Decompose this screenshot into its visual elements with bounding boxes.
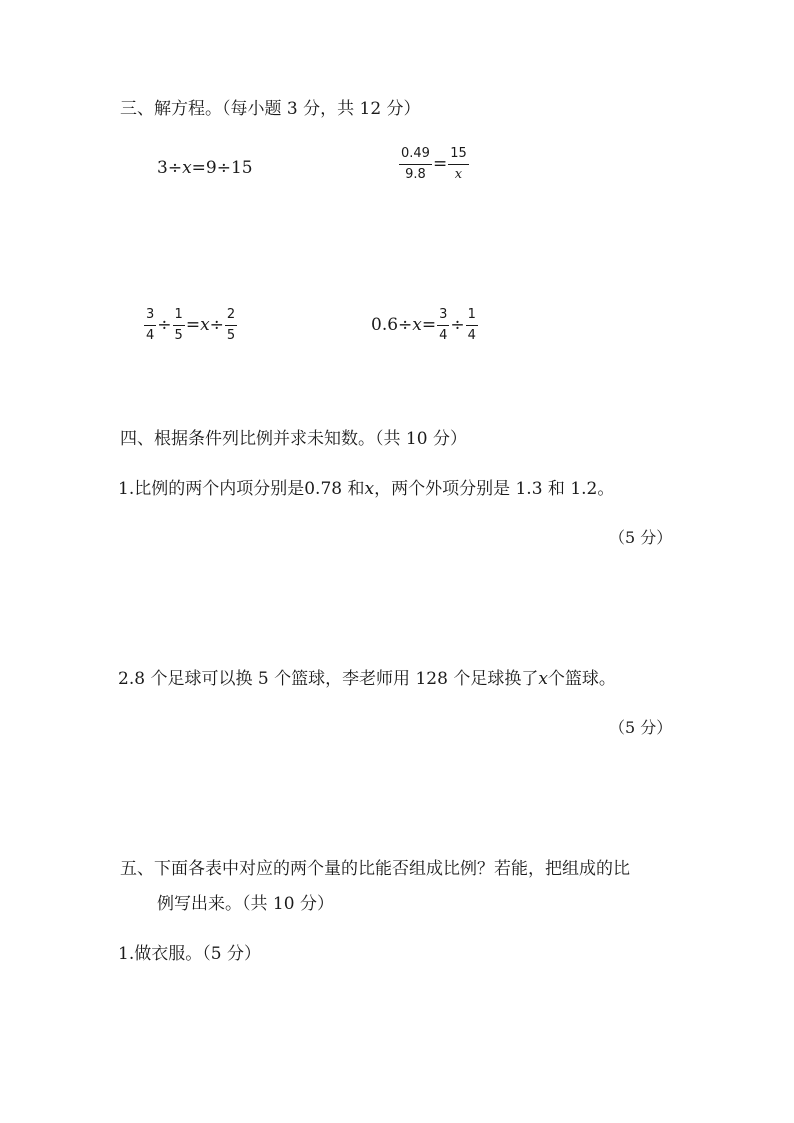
fraction-bar — [225, 325, 237, 326]
numerator: 15 — [450, 146, 467, 161]
question-text: ，两个外项分别是 1.3 和 1.2。 — [374, 479, 615, 499]
fraction-bar — [399, 164, 432, 165]
equals-sign: = — [421, 315, 437, 335]
section-5-title-line-1: 五、下面各表中对应的两个量的比能否组成比例？若能，把组成的比 — [120, 859, 630, 879]
denominator: 4 — [467, 328, 476, 343]
question-text: 个篮球。 — [547, 669, 616, 689]
numerator: 3 — [146, 307, 155, 322]
equation-4-left: 0.6÷ — [371, 315, 413, 335]
variable-x: x — [200, 315, 210, 335]
variable-x: x — [182, 158, 192, 178]
variable-x: x — [538, 669, 548, 689]
equation-1-left: 3÷ — [157, 158, 183, 178]
equals-sign: = — [185, 315, 201, 335]
variable-x: x — [364, 479, 375, 499]
denominator: 4 — [439, 328, 448, 343]
question-5-1: 1.做衣服。（5 分） — [118, 944, 261, 964]
equation-3 — [143, 307, 238, 344]
fraction-bar — [173, 325, 185, 326]
denominator: 5 — [226, 328, 236, 343]
fraction — [466, 307, 478, 344]
denominator: 4 — [146, 328, 155, 343]
question-text: 2.8 个足球可以换 5 个篮球，李老师用 128 个足球换了 — [118, 669, 539, 689]
equation-2 — [398, 146, 470, 183]
divide-sign: ÷ — [157, 315, 172, 335]
score-label: （5 分） — [609, 528, 673, 547]
divide-sign: ÷ — [209, 315, 224, 335]
section-5-title-line-2: 例写出来。（共 10 分） — [157, 894, 334, 914]
section-3-title: 三、解方程。（每小题 3 分，共 12 分） — [120, 99, 421, 119]
question-text: 1.比例的两个内项分别是0.78 和 — [118, 479, 365, 499]
score-label: （5 分） — [609, 718, 673, 737]
numerator: 1 — [174, 307, 183, 322]
numerator: 1 — [467, 307, 476, 322]
question-4-1 — [118, 479, 614, 499]
equals-sign: = — [432, 154, 448, 174]
fraction-bar — [144, 325, 156, 326]
variable-x: x — [412, 315, 422, 335]
section-4-title: 四、根据条件列比例并求未知数。（共 10 分） — [120, 429, 467, 449]
equation-4 — [371, 307, 479, 344]
fraction — [144, 307, 156, 344]
fraction — [448, 146, 469, 183]
numerator: 0.49 — [401, 146, 430, 161]
equation-1 — [157, 158, 253, 178]
fraction-bar — [437, 325, 449, 326]
fraction — [437, 307, 449, 344]
fraction — [225, 307, 237, 344]
denominator: x — [454, 167, 463, 182]
denominator: 9.8 — [405, 167, 426, 182]
equation-1-right: =9÷15 — [191, 158, 253, 178]
denominator: 5 — [174, 328, 183, 343]
question-4-2 — [118, 669, 616, 689]
fraction-bar — [466, 325, 478, 326]
fraction — [173, 307, 185, 344]
numerator: 3 — [439, 307, 448, 322]
fraction-bar — [448, 164, 469, 165]
fraction — [399, 146, 432, 183]
divide-sign: ÷ — [450, 315, 465, 335]
numerator: 2 — [226, 307, 236, 322]
